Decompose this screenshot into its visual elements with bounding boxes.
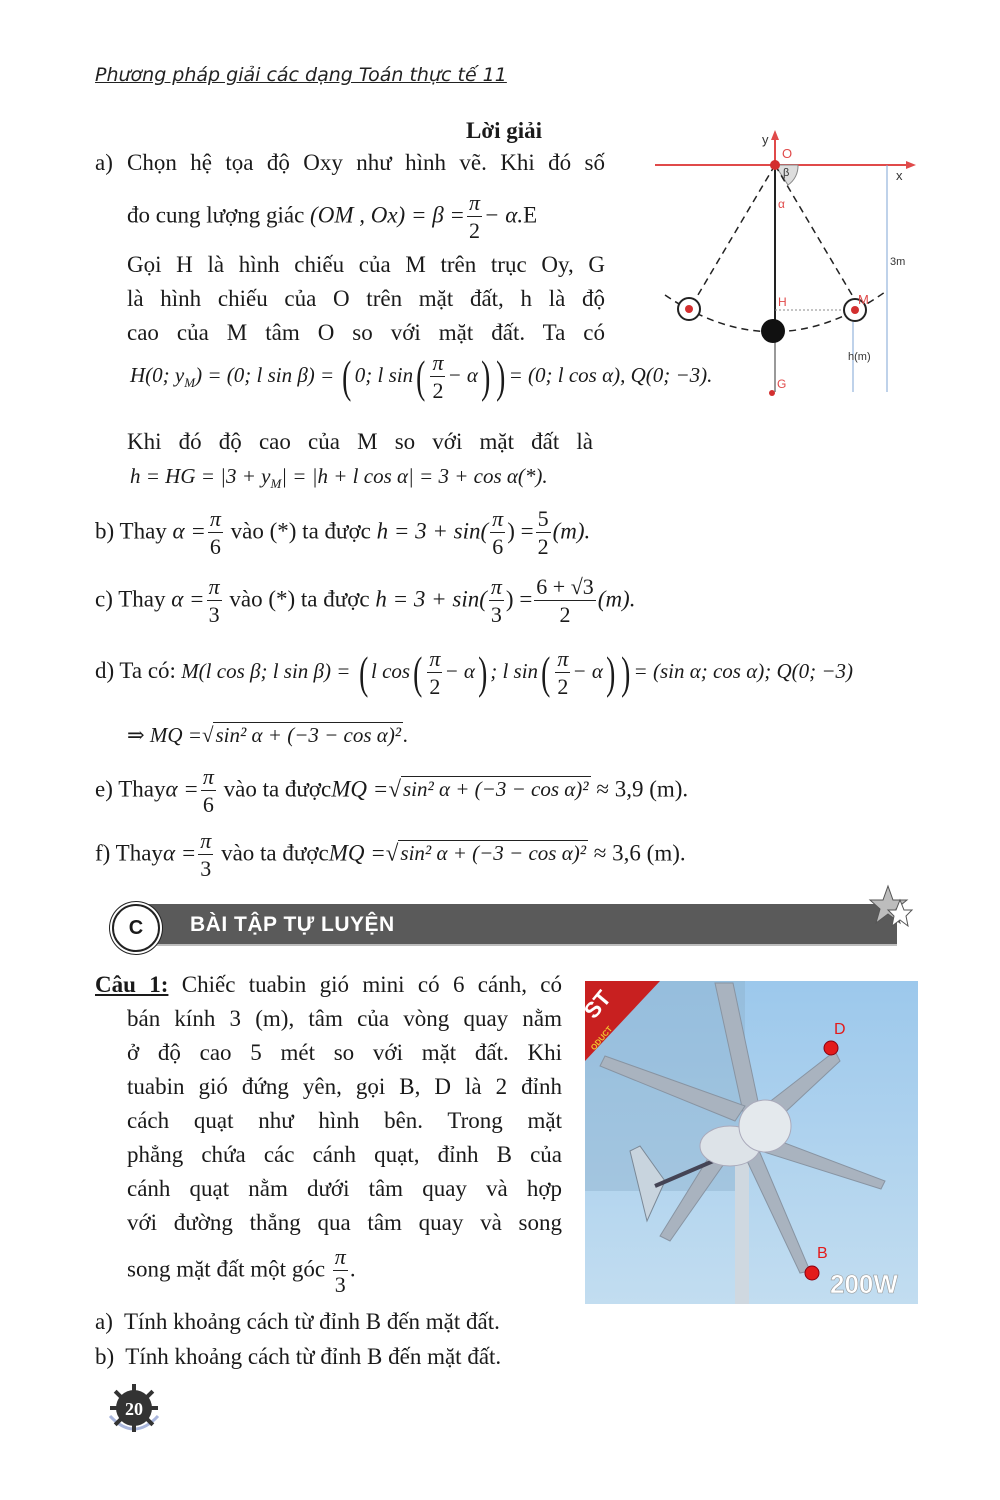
- sqrt-sign: √: [388, 776, 401, 802]
- formula-part: M(l cos β; l sin β) =: [181, 658, 351, 683]
- close-eq: ) =: [505, 586, 533, 612]
- alpha-eq: α =: [171, 586, 205, 612]
- paren-open: (: [342, 351, 352, 403]
- formula-height: [130, 459, 548, 501]
- part-b: [95, 508, 590, 558]
- thay-text: Thay: [118, 586, 166, 612]
- minus-alpha: − α.: [483, 202, 524, 228]
- ta-co-text: Ta có:: [119, 657, 176, 683]
- label-3m: 3m: [890, 256, 906, 268]
- subscript-m: M: [184, 375, 196, 390]
- sqrt-content: sin² α + (−3 − cos α)²: [400, 841, 587, 866]
- page-number: 20: [125, 1399, 143, 1419]
- exercise-line1: [95, 968, 562, 1002]
- part-a-line6: Khi đó độ cao của M so với mặt đất là: [127, 429, 593, 454]
- y-axis-arrow-icon: [771, 130, 779, 140]
- alpha-eq: α =: [165, 776, 199, 802]
- thay-text: Thay: [118, 776, 166, 802]
- formula-part: − α: [444, 658, 475, 683]
- exercise-line7: cánh quạt nằm dưới tâm quay và hợp: [127, 1176, 562, 1201]
- result-fraction: $\frac{6 + √3}{2}$: [536, 574, 594, 627]
- paren-open: (: [413, 647, 423, 699]
- left-string: [695, 165, 775, 300]
- sub-a-text: Tính khoảng cách từ đỉnh B đến mặt đất.: [123, 1309, 500, 1334]
- pi-over-2-fraction: $\frac{\pi}{2}$: [557, 646, 569, 699]
- pi-over-2-fraction: $\frac{\pi}{2}$: [468, 190, 480, 243]
- solution-title: Lời giải: [466, 118, 542, 143]
- formula-part: ) = (0; l sin β) =: [195, 362, 335, 387]
- part-c: [95, 576, 635, 626]
- alpha-eq: α =: [162, 840, 197, 866]
- paren-close: ): [605, 647, 616, 699]
- x-axis-arrow-icon: [906, 161, 916, 169]
- label-o: O: [782, 146, 793, 161]
- part-a-line4: là hình chiếu của O trên mặt đất, h là độ: [127, 286, 605, 311]
- unit: (m).: [597, 586, 636, 612]
- pi-over-2-fraction: $\frac{\pi}{2}$: [429, 646, 441, 699]
- stray-e: E: [523, 202, 538, 228]
- section-title: BÀI TẬP TỰ LUYỆN: [190, 913, 395, 936]
- pi-over-6-fraction: $\frac{\pi}{6}$: [202, 764, 214, 817]
- h-eq: h = 3 + sin(: [376, 518, 489, 544]
- thay-text: Thay: [119, 518, 167, 544]
- label-m: M: [858, 292, 869, 307]
- paren-close: ): [477, 647, 488, 699]
- page-number-badge: [104, 1380, 164, 1440]
- part-b-label: b): [95, 518, 115, 544]
- h-eq: h = 3 + sin(: [375, 586, 487, 612]
- formula-part: .: [403, 723, 409, 747]
- question-label: Câu 1:: [95, 972, 169, 997]
- badge-text: ST: [578, 985, 617, 1024]
- label-b: B: [817, 1245, 828, 1262]
- vao-text: vào ta được: [221, 840, 329, 866]
- formula-h-coordinates: [130, 352, 712, 402]
- formula-part: H(0; y: [130, 362, 185, 387]
- part-d-label: d): [95, 657, 115, 683]
- paren-close: ): [496, 351, 506, 403]
- stars-icon: [870, 884, 912, 932]
- paren-close: ): [621, 647, 631, 699]
- exercise-text: Chiếc tuabin gió mini có 6 cánh, có: [181, 972, 563, 997]
- label-beta: β: [783, 167, 790, 179]
- paren-close: ): [481, 351, 491, 403]
- pi-over-3-fraction: $\frac{\pi}{3}$: [208, 574, 220, 627]
- label-y: y: [762, 132, 769, 147]
- section-c-banner: [112, 904, 898, 946]
- part-a-line2: [127, 192, 617, 242]
- paren-open: (: [541, 647, 551, 699]
- point-b: [805, 1266, 819, 1280]
- om-ox-formula: (OM , Ox) = β =: [310, 202, 465, 228]
- exercise-sub-b: [95, 1340, 501, 1374]
- formula-part: | = |h + l cos α| = 3 + cos α(*).: [281, 464, 548, 488]
- sqrt-content: sin² α + (−3 − cos α)²: [402, 777, 589, 802]
- exercise-line8: với đường thẳng qua tâm quay và song: [127, 1210, 562, 1235]
- exercise-line5: cách quạt như hình bên. Trong mặt: [127, 1108, 562, 1133]
- badge-subtext: ODUCT: [588, 1024, 615, 1053]
- unit: (m).: [552, 518, 591, 544]
- part-a-line2-text: đo cung lượng giác: [127, 202, 305, 228]
- thay-text: Thay: [115, 840, 163, 866]
- sub-b-label: b): [95, 1344, 115, 1369]
- label-d: D: [834, 1021, 846, 1038]
- right-string: [775, 165, 855, 300]
- exercise-line3: ở độ cao 5 mét so với mặt đất. Khi: [127, 1040, 562, 1065]
- formula-part: = (sin α; cos α); Q(0; −3): [633, 658, 854, 683]
- formula-part: − α: [447, 362, 478, 387]
- label-h-m: h(m): [848, 351, 871, 363]
- part-a-line3: Gọi H là hình chiếu của M trên trục Oy, G: [127, 252, 605, 277]
- sqrt-content: sin² α + (−3 − cos α)²: [215, 723, 402, 747]
- exercise-line9: [127, 1246, 356, 1296]
- pendulum-diagram: [640, 130, 940, 410]
- part-e: [95, 766, 688, 816]
- formula-part: l cos: [371, 658, 411, 683]
- mq-eq: MQ =: [331, 776, 389, 802]
- vao-text: vào (*) ta được: [230, 518, 371, 544]
- power-label: 200W: [830, 1269, 898, 1299]
- label-alpha: α: [778, 197, 785, 211]
- sub-a-label: a): [95, 1309, 113, 1334]
- exercise-line6: phẳng chứa các cánh quạt, đỉnh B của: [127, 1142, 562, 1167]
- point-g: [769, 390, 775, 396]
- part-a-line1: Chọn hệ tọa độ Oxy như hình vẽ. Khi đó số: [127, 150, 605, 175]
- result-fraction: $\frac{5}{2}$: [537, 506, 549, 559]
- exercise-line4: tuabin gió đứng yên, gọi B, D là 2 đỉnh: [127, 1074, 562, 1099]
- wind-turbine-photo: [578, 981, 918, 1304]
- pi-over-6-fraction: $\frac{\pi}{6}$: [492, 506, 504, 559]
- result-value: ≈ 3,9 (m).: [596, 776, 689, 802]
- pi-over-6-fraction: $\frac{\pi}{6}$: [209, 506, 221, 559]
- part-f: [95, 830, 686, 880]
- period: .: [349, 1256, 356, 1282]
- exercise-line2: bán kính 3 (m), tâm của vòng quay nằm: [127, 1006, 562, 1031]
- m-bob-center: [851, 306, 859, 314]
- result-value: ≈ 3,6 (m).: [593, 840, 686, 866]
- sub-b-text: Tính khoảng cách từ đỉnh B đến mặt đất.: [125, 1344, 502, 1369]
- sqrt-sign: √: [385, 840, 399, 866]
- part-f-label: f): [95, 840, 111, 866]
- left-bob-center: [685, 305, 693, 313]
- book-header: Phương pháp giải các dạng Toán thực tế 11: [95, 64, 507, 86]
- pi-over-2-fraction: $\frac{\pi}{2}$: [432, 350, 444, 403]
- point-o: [770, 160, 780, 170]
- exercise-text: song mặt đất một góc: [127, 1256, 326, 1282]
- label-g: G: [777, 377, 787, 391]
- sqrt-sign: √: [201, 723, 214, 747]
- section-bar-shadow: [142, 944, 897, 946]
- pi-over-3-fraction: $\frac{\pi}{3}$: [334, 1244, 346, 1297]
- rest-bob: [761, 319, 785, 343]
- vao-text: vào (*) ta được: [229, 586, 370, 612]
- point-d: [824, 1041, 838, 1055]
- section-letter-badge: C: [112, 904, 160, 952]
- subscript-m: M: [270, 476, 282, 492]
- hub: [739, 1100, 791, 1152]
- pi-over-3-fraction: $\frac{\pi}{3}$: [490, 574, 502, 627]
- formula-part: h = HG = |3 + y: [130, 464, 271, 488]
- label-x: x: [896, 168, 903, 183]
- formula-part: 0; l sin: [354, 362, 414, 387]
- pi-over-3-fraction: $\frac{\pi}{3}$: [200, 828, 212, 881]
- mq-eq: MQ =: [328, 840, 386, 866]
- close-eq: ) =: [507, 518, 534, 544]
- alpha-eq: α =: [172, 518, 206, 544]
- part-d-line2: [127, 718, 408, 752]
- formula-part: ; l sin: [490, 658, 539, 683]
- paren-open: (: [358, 647, 368, 699]
- part-a-label: a): [95, 150, 113, 175]
- part-a-line5: cao của M tâm O so với mặt đất. Ta có: [127, 320, 605, 345]
- formula-part: ⇒ MQ =: [127, 723, 202, 747]
- part-c-label: c): [95, 586, 113, 612]
- part-d-line1: [95, 648, 853, 698]
- vao-text: vào ta được: [223, 776, 332, 802]
- formula-part: − α: [572, 658, 603, 683]
- part-e-label: e): [95, 776, 113, 802]
- label-h: H: [778, 295, 787, 309]
- paren-open: (: [416, 351, 426, 403]
- exercise-sub-a: [95, 1305, 500, 1339]
- formula-part: = (0; l cos α), Q(0; −3).: [508, 362, 713, 387]
